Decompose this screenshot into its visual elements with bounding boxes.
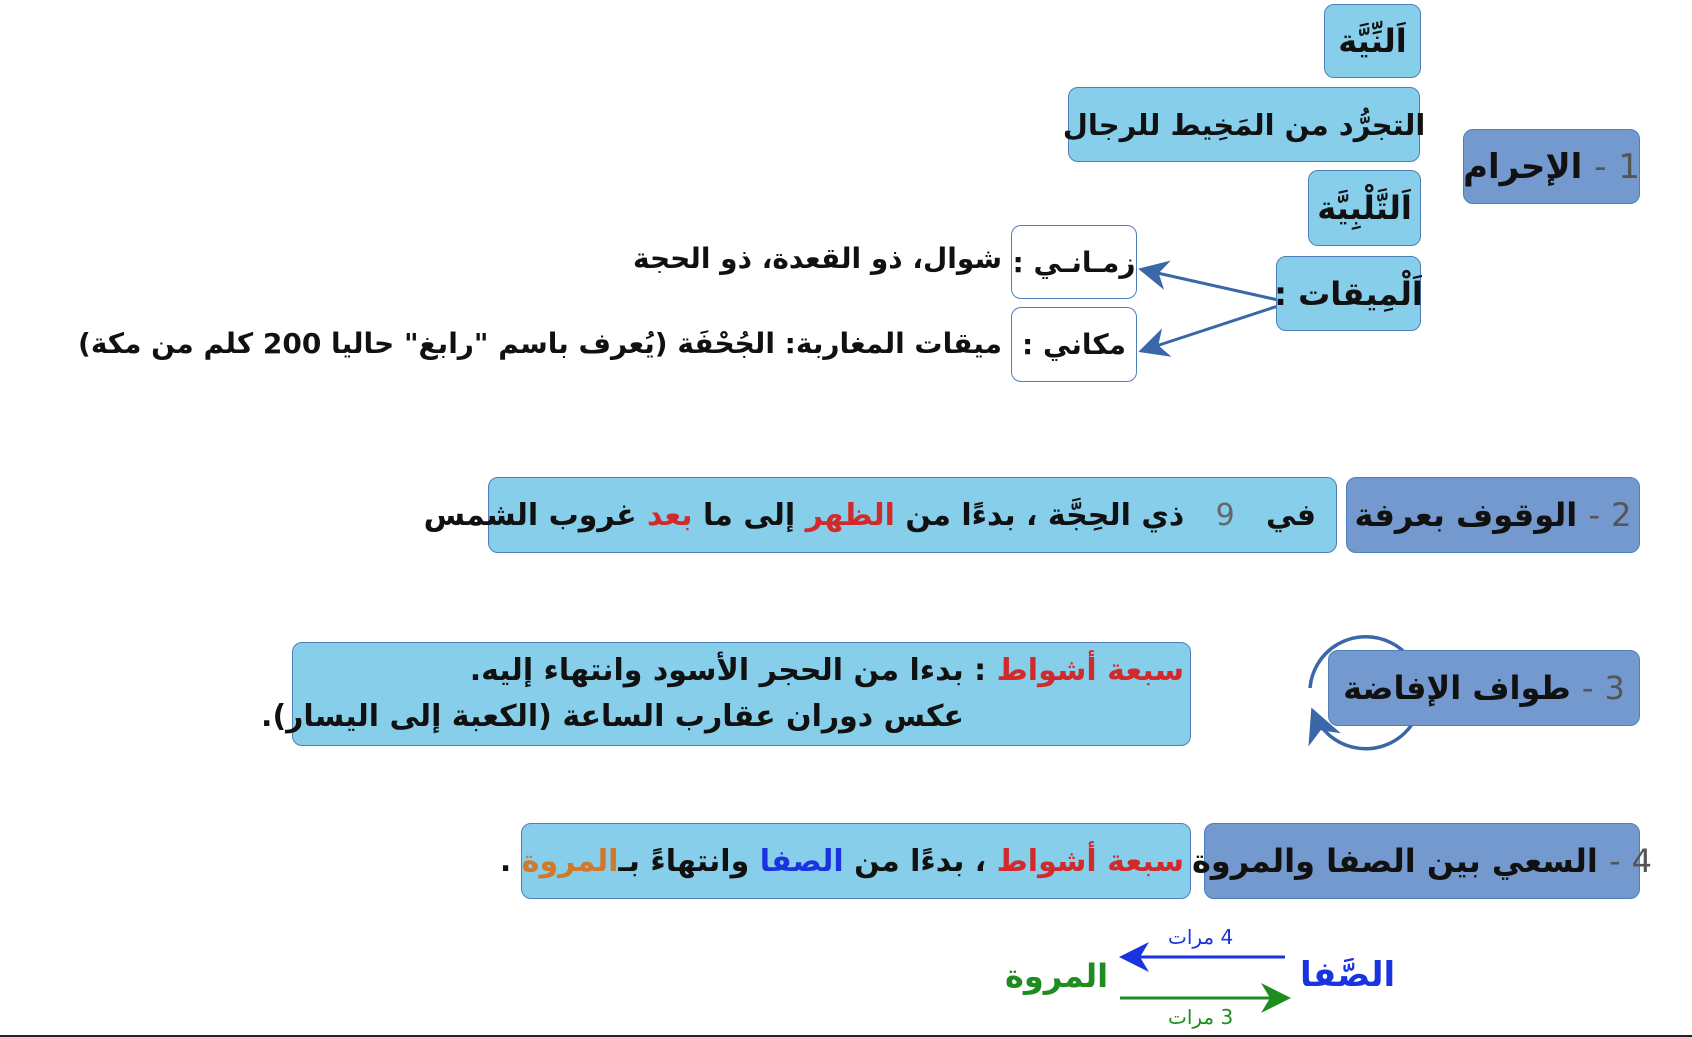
arafa-t4: غروب الشمس (423, 497, 637, 533)
step-2-box (1346, 477, 1640, 553)
miqat-label: اَلْمِيقات : (1274, 274, 1423, 313)
saee-t2: وانتهاءً بـ (618, 843, 750, 879)
arafa-t1: في (1266, 497, 1316, 533)
step-2-dash: - (1588, 496, 1600, 534)
saee-box (499, 823, 1191, 899)
tawaf-line-2 (261, 694, 1184, 740)
step-1-label: الإحرام (1463, 146, 1583, 187)
arrow-to-makani (1144, 306, 1278, 350)
zamani-label: زمـانـي : (1012, 245, 1136, 279)
niyya-label: اَلنِّيَّة (1338, 22, 1407, 60)
saee-seven: سبعة أشواط (996, 843, 1184, 879)
tawaf-box (261, 642, 1191, 746)
zamani-box (1011, 225, 1137, 299)
tawaf-seven: سبعة أشواط (996, 653, 1184, 688)
step-4-box (1191, 823, 1653, 899)
saee-t1: ، بدءًا من (854, 843, 987, 879)
arafa-day: 9 (1215, 497, 1235, 533)
arafa-t2: ذي الحِجَّة ، بدءًا من (905, 497, 1185, 533)
arafa-baad: بعد (647, 497, 693, 533)
saee-safa: الصفا (759, 843, 844, 879)
talbiya-box (1308, 170, 1421, 246)
arafa-box (423, 477, 1337, 553)
step-3-label: طواف الإفاضة (1343, 669, 1571, 707)
step-4-label: السعي بين الصفا والمروة (1191, 842, 1598, 880)
arafa-t3: إلى ما (703, 497, 796, 533)
step-2-label: الوقوف بعرفة (1354, 496, 1578, 534)
diagram-safa: الصَّفا (1300, 955, 1396, 995)
niyya-box (1324, 4, 1421, 78)
diagram-times-3: 3 مرات (1168, 1005, 1234, 1029)
tawaf-line1-text: : بدءا من الحجر الأسود وانتهاء إليه. (469, 653, 987, 688)
arafa-zuhr: الظهر (805, 497, 895, 533)
zamani-text: شوال، ذو القعدة، ذو الحجة (632, 242, 1002, 275)
tajarrud-box (1062, 87, 1426, 162)
arrow-to-zamani (1144, 270, 1278, 300)
miqat-box (1276, 256, 1421, 331)
step-4-dash: - (1608, 842, 1621, 880)
tajarrud-label: التجرُّد من المَخِيط للرجال (1062, 107, 1426, 142)
tawaf-line-1 (470, 648, 1184, 694)
step-3-number: 3 (1604, 669, 1625, 707)
saee-marwa: المروة (521, 843, 619, 879)
makani-box (1011, 307, 1137, 382)
step-2-number: 2 (1611, 496, 1632, 534)
talbiya-label: اَلتَّلْبِيَّة (1317, 189, 1412, 227)
step-3-box (1328, 650, 1640, 726)
step-1-number: 1 (1618, 146, 1640, 187)
step-3-dash: - (1581, 669, 1594, 707)
step-4-number: 4 (1631, 842, 1653, 880)
makani-label: مكاني : (1022, 328, 1126, 361)
step-1-dash: - (1594, 146, 1607, 187)
diagram-marwa: المروة (1005, 957, 1109, 995)
makani-text: ميقات المغاربة: الجُحْفَة (يُعرف باسم "رابغ" حاليا 200 كلم من مكة) (78, 327, 1002, 360)
saee-t3: . (499, 843, 512, 879)
diagram-times-4: 4 مرات (1168, 925, 1234, 949)
tawaf-line2-text: عكس دوران عقارب الساعة (الكعبة إلى اليسار). (261, 699, 964, 734)
step-1-box (1463, 129, 1640, 204)
